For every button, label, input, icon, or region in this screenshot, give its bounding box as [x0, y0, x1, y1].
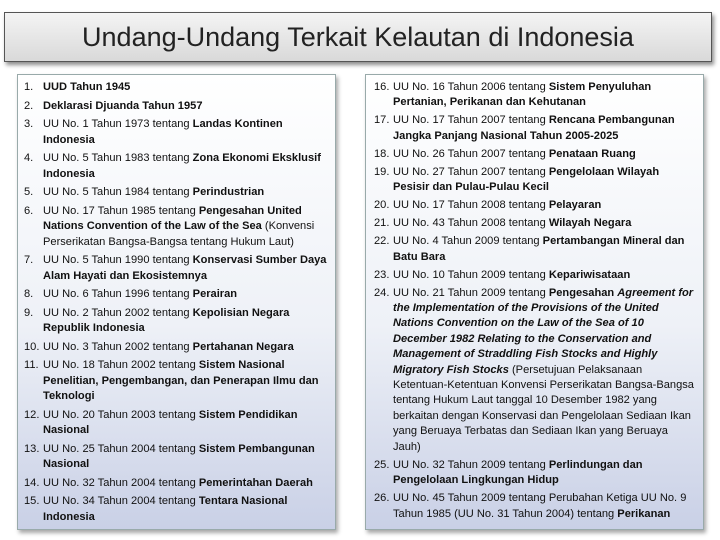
law-item-number: 19.: [374, 165, 390, 178]
law-item-emphasis: Deklarasi Djuanda Tahun 1957: [43, 99, 203, 112]
law-list-item: [24, 306, 329, 337]
law-item-number: 22.: [374, 235, 390, 248]
law-item-number: 14.: [24, 476, 40, 489]
law-item-plain: UU No. 10 Tahun 2009 tentang: [393, 268, 549, 281]
law-item-text: [43, 253, 329, 284]
law-item-text: [393, 234, 695, 265]
law-item-number: 9.: [24, 306, 34, 319]
law-item-text: [43, 408, 329, 439]
law-item-number: 10.: [24, 340, 40, 353]
law-item-plain: UU No. 32 Tahun 2004 tentang: [43, 476, 199, 489]
law-item-emphasis: Tentara Nasional Indonesia: [43, 495, 288, 523]
law-item-text: [43, 442, 329, 473]
law-item-plain: UU No. 34 Tahun 2004 tentang: [43, 495, 199, 508]
law-list-item: [374, 234, 695, 265]
law-item-plain: UU No. 5 Tahun 1984 tentang: [43, 186, 193, 199]
law-item-plain: UU No. 25 Tahun 2004 tentang: [43, 442, 199, 455]
law-item-emphasis: Pelayaran: [548, 199, 602, 212]
law-list-item: [374, 491, 695, 522]
law-list-item: [374, 286, 695, 455]
law-list-item: [374, 147, 695, 162]
law-item-emphasis: Sistem Nasional Penelitian, Pengembangan, dan Penerapan Ilmu dan Teknologi: [43, 359, 319, 403]
law-list-item: [374, 458, 695, 489]
law-list-item: [374, 80, 695, 111]
law-item-emphasis: Wilayah Negara: [548, 217, 632, 230]
law-item-number: 25.: [374, 458, 390, 471]
law-list-item: [24, 442, 329, 473]
law-item-text: [393, 80, 695, 111]
law-item-emphasis: Pengesahan: [548, 286, 618, 299]
law-item-emphasis: Zona Ekonomi Eksklusif Indonesia: [43, 152, 321, 180]
law-item-plain: UU No. 17 Tahun 2007 tentang: [393, 114, 549, 127]
left-law-list-panel: [17, 74, 336, 530]
law-list-item: [374, 113, 695, 144]
law-item-plain: UU No. 17 Tahun 2008 tentang: [393, 199, 549, 212]
law-item-emphasis: Perikanan: [617, 507, 671, 520]
law-item-plain: UU No. 2 Tahun 2002 tentang: [43, 306, 193, 319]
law-item-emphasis: Sistem Pendidikan Nasional: [43, 408, 298, 437]
law-item-number: 11.: [24, 359, 39, 372]
law-item-text: [43, 306, 329, 337]
law-item-text: [393, 268, 695, 283]
law-item-emphasis: Pertambangan Mineral dan Batu Bara: [393, 235, 685, 263]
law-item-text: [43, 340, 329, 355]
law-item-text: [393, 286, 695, 455]
law-list-item: [24, 358, 329, 404]
law-list-item: [24, 80, 329, 95]
law-item-emphasis: Konservasi Sumber Daya Alam Hayati dan Ekosistemnya: [43, 254, 327, 282]
law-item-text: [43, 494, 329, 525]
law-list-item: [24, 494, 329, 525]
law-item-text: [43, 99, 329, 114]
law-item-number: 2.: [24, 99, 34, 112]
law-item-text: [393, 147, 695, 162]
law-item-emphasis: Penataan Ruang: [548, 147, 636, 160]
law-item-plain: UU No. 45 Tahun 2009 tentang Perubahan Ketiga UU No. 9 Tahun 1985 (UU No. 31 Tahun 2004) tentang: [393, 492, 687, 520]
law-item-number: 26.: [374, 492, 390, 505]
law-item-number: 16.: [374, 81, 390, 93]
slide-title-text: Undang-Undang Terkait Kelautan di Indonesia: [82, 21, 634, 52]
law-list-item: [24, 253, 329, 284]
law-item-emphasis: Pemerintahan Daerah: [198, 476, 313, 489]
slide-title: [4, 12, 712, 62]
law-item-emphasis: Pertahanan Negara: [192, 340, 294, 353]
law-item-text: [43, 151, 329, 182]
left-law-list: [24, 80, 329, 525]
law-list-item: [24, 117, 329, 148]
law-item-emphasis: Perindustrian: [192, 186, 265, 199]
law-item-plain: UU No. 43 Tahun 2008 tentang: [393, 217, 549, 230]
law-item-text: [43, 185, 329, 200]
law-item-text: [43, 117, 329, 148]
law-item-plain: UU No. 4 Tahun 2009 tentang: [393, 235, 543, 248]
law-list-item: [24, 408, 329, 439]
law-item-emphasis: Landas Kontinen Indonesia: [43, 118, 283, 146]
law-item-plain: UU No. 18 Tahun 2002 tentang: [43, 359, 199, 372]
law-list-item: [24, 151, 329, 182]
law-item-plain: UU No. 1 Tahun 1973 tentang: [43, 118, 193, 131]
law-item-emphasis: Sistem Penyuluhan Pertanian, Perikanan dan Kehutanan: [393, 81, 652, 109]
law-item-number: 1.: [24, 81, 34, 93]
law-item-plain: UU No. 20 Tahun 2003 tentang: [43, 408, 199, 421]
law-item-plain: (Persetujuan Pelaksanaan Ketentuan-Ketentuan Konvensi Perserikatan Bangsa-Bangsa tentang Hukum Laut tanggal 10 Desember 1982 yang berkaitan dengan Konservasi dan Pengelolaan Sediaan Ikan yang Beruaya Terbatas dan Sediaan Ikan yang Beruaya Jauh): [393, 363, 694, 453]
law-item-emphasis: Pengesahan United Nations Convention of the Law of the Sea: [43, 204, 302, 233]
law-item-number: 7.: [24, 254, 34, 267]
law-list-item: [24, 204, 329, 250]
law-list-item: [24, 185, 329, 200]
law-item-emphasis: UUD Tahun 1945: [43, 81, 131, 93]
law-item-plain: UU No. 16 Tahun 2006 tentang: [393, 81, 549, 93]
law-item-emphasis: Kepariwisataan: [548, 268, 631, 281]
law-list-item: [374, 216, 695, 231]
law-item-plain: UU No. 6 Tahun 1996 tentang: [43, 288, 193, 301]
right-law-list-panel: [365, 74, 704, 530]
law-item-emphasis: Perairan: [192, 288, 238, 301]
law-item-number: 5.: [24, 186, 34, 199]
law-item-text: [393, 216, 695, 231]
law-item-plain: UU No. 5 Tahun 1990 tentang: [43, 254, 193, 267]
law-item-number: 3.: [24, 118, 34, 131]
law-item-emphasis: Sistem Pembangunan Nasional: [43, 442, 315, 471]
law-item-emphasis: Rencana Pembangunan Jangka Panjang Nasional Tahun 2005-2025: [393, 114, 675, 142]
law-item-text: [393, 198, 695, 213]
law-list-item: [24, 99, 329, 114]
law-item-text: [393, 458, 695, 489]
law-item-number: 23.: [374, 268, 390, 281]
law-item-plain: UU No. 5 Tahun 1983 tentang: [43, 152, 193, 165]
law-item-number: 13.: [24, 442, 40, 455]
law-item-text: [43, 287, 329, 302]
law-item-number: 17.: [374, 114, 390, 127]
law-item-text: [43, 80, 329, 95]
law-item-number: 12.: [24, 408, 40, 421]
law-item-number: 20.: [374, 199, 390, 212]
law-item-plain: UU No. 26 Tahun 2007 tentang: [393, 147, 549, 160]
law-item-text: [393, 113, 695, 144]
law-item-number: 6.: [24, 204, 34, 217]
law-item-text: [43, 358, 329, 404]
law-item-emphasis: Pengelolaan Wilayah Pesisir dan Pulau-Pulau Kecil: [393, 165, 660, 194]
law-item-plain: UU No. 17 Tahun 1985 tentang: [43, 204, 199, 217]
law-item-text: [43, 204, 329, 250]
law-item-plain: UU No. 27 Tahun 2007 tentang: [393, 165, 549, 178]
law-item-number: 24.: [374, 286, 390, 299]
law-item-number: 21.: [374, 217, 390, 230]
law-item-plain: UU No. 21 Tahun 2009 tentang: [393, 286, 549, 299]
law-item-text: [43, 476, 329, 491]
law-list-item: [374, 165, 695, 196]
law-item-text: [393, 491, 695, 522]
law-item-emphasis: Agreement for the Implementation of the Provisions of the United Nations Convention on the Law of the Sea of 10 December 1982 Relating to the Conservation and Management of Straddling Fish Stocks and Highly Migratory Fish Stocks: [393, 286, 694, 376]
law-list-item: [374, 198, 695, 213]
law-item-text: [393, 165, 695, 196]
law-item-number: 15.: [24, 495, 40, 508]
law-list-item: [374, 268, 695, 283]
law-item-number: 8.: [24, 288, 34, 301]
law-list-item: [24, 340, 329, 355]
law-item-plain: (Konvensi Perserikatan Bangsa-Bangsa tentang Hukum Laut): [43, 220, 315, 248]
law-list-item: [24, 287, 329, 302]
right-law-list: [374, 80, 695, 522]
law-item-plain: UU No. 32 Tahun 2009 tentang: [393, 458, 549, 471]
law-item-emphasis: Perlindungan dan Pengelolaan Lingkungan Hidup: [393, 458, 643, 487]
law-item-plain: UU No. 3 Tahun 2002 tentang: [43, 340, 193, 353]
law-item-number: 18.: [374, 147, 390, 160]
law-item-number: 4.: [24, 152, 34, 165]
law-list-item: [24, 476, 329, 491]
law-item-emphasis: Kepolisian Negara Republik Indonesia: [43, 306, 290, 335]
